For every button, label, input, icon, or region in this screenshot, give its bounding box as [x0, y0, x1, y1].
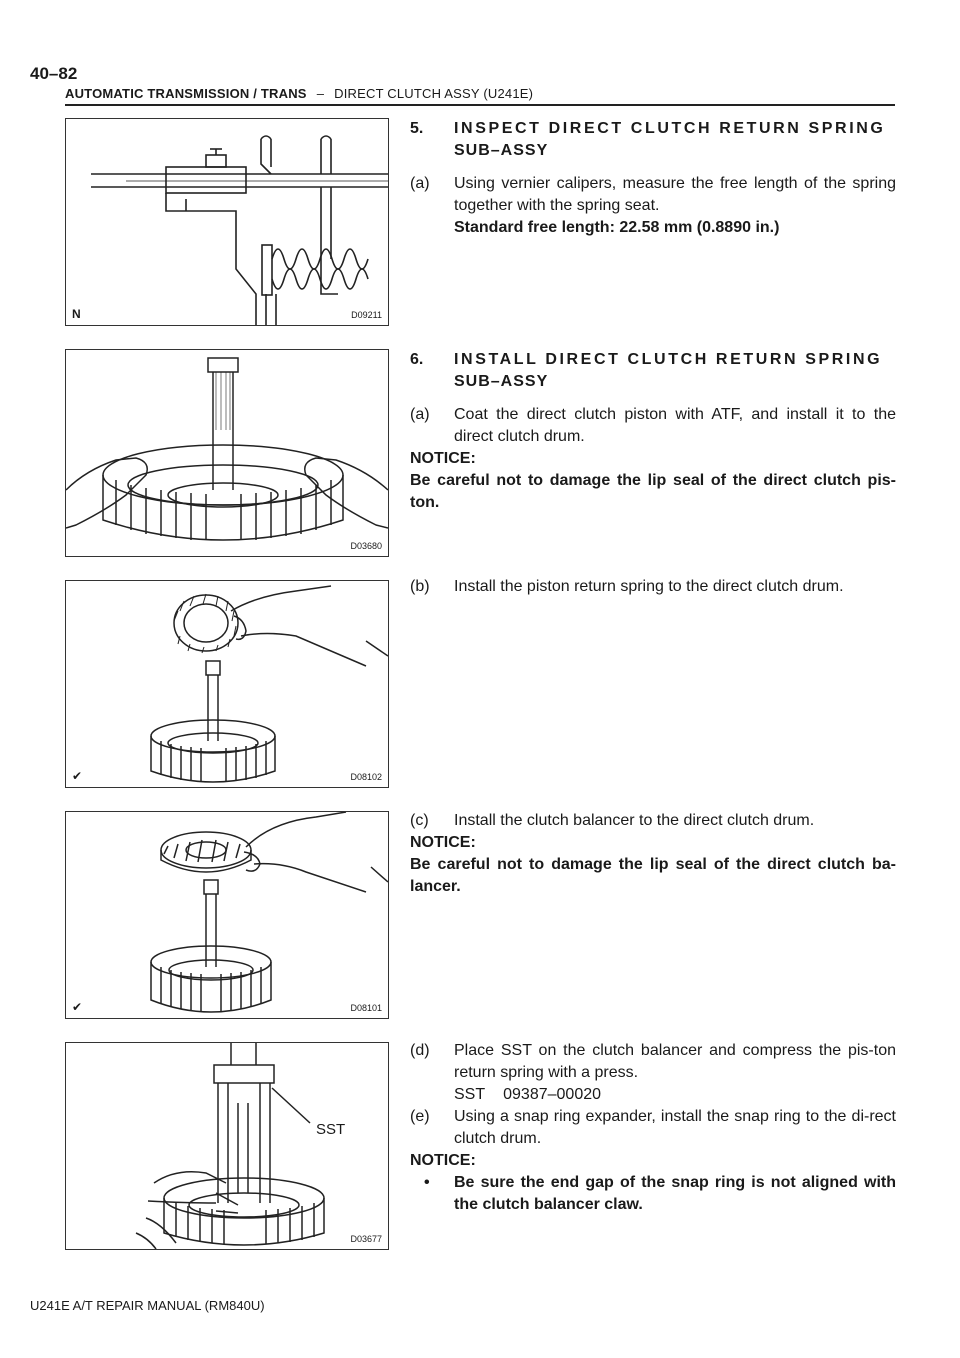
- step5-title: [410, 118, 896, 162]
- step5-item-a: [410, 173, 896, 217]
- figure-mark: N: [72, 307, 81, 321]
- step6-item-d: [410, 1040, 896, 1084]
- footer-manual: U241E A/T REPAIR MANUAL (RM840U): [30, 1298, 265, 1313]
- caliper-illustration: [66, 119, 388, 325]
- figure-mark: ✔: [72, 1000, 83, 1014]
- item-label: (a): [410, 406, 430, 423]
- item-label: (d): [410, 1042, 430, 1059]
- running-header: [65, 86, 895, 101]
- item-label: (a): [410, 175, 430, 192]
- figure-code: D09211: [351, 310, 382, 320]
- figure-code: D08101: [350, 1003, 382, 1013]
- step6-item-c: [410, 810, 896, 832]
- figure-install-piston: [65, 349, 389, 557]
- notice-heading: NOTICE:: [410, 1152, 476, 1169]
- item-text: Coat the direct clutch piston with ATF, and install it to the direct clutch drum.: [454, 406, 896, 445]
- item-label: (b): [410, 578, 430, 595]
- step6-item-d-block: [410, 1040, 896, 1216]
- step6-title-line2: SUB–ASSY: [454, 373, 549, 390]
- step5-number: 5.: [410, 120, 424, 137]
- item-text: Using vernier calipers, measure the free length of the spring together with the spring seat.: [454, 175, 896, 214]
- sst-callout: SST: [316, 1121, 346, 1138]
- figure-code: D03680: [350, 541, 382, 551]
- notice-body: Be careful not to damage the lip seal of the direct clutch ba-lancer.: [410, 856, 896, 895]
- step6-item-a: [410, 404, 896, 448]
- figure-code: D08102: [350, 772, 382, 782]
- piston-illustration: [66, 350, 388, 556]
- header-subsection: DIRECT CLUTCH ASSY (U241E): [334, 86, 534, 101]
- bullet-text: Be sure the end gap of the snap ring is not aligned with the clutch balancer claw.: [454, 1174, 896, 1213]
- notice-heading: NOTICE:: [410, 834, 476, 851]
- item-label: (e): [410, 1108, 430, 1125]
- step6-number: 6.: [410, 351, 424, 368]
- step6-title: [410, 349, 896, 393]
- sst-label: SST: [454, 1086, 486, 1103]
- return-spring-illustration: [66, 581, 388, 787]
- spec-text: Standard free length: 22.58 mm (0.8890 in.): [454, 219, 780, 236]
- notice-body: Be careful not to damage the lip seal of the direct clutch pis-ton.: [410, 472, 896, 511]
- item-label: (c): [410, 812, 429, 829]
- step6-block: [410, 349, 896, 514]
- notice-bullet: [410, 1172, 896, 1216]
- item-text: Install the clutch balancer to the direct clutch drum.: [454, 812, 815, 829]
- figure-install-return-spring: [65, 580, 389, 788]
- figure-sst-press: [65, 1042, 389, 1250]
- figure-install-balancer: [65, 811, 389, 1019]
- step6-item-c-block: [410, 810, 896, 898]
- step6-title-line1: INSTALL DIRECT CLUTCH RETURN SPRING: [454, 351, 883, 368]
- figure-caliper-spring: [65, 118, 389, 326]
- header-rule: [65, 104, 895, 106]
- step5-block: [410, 118, 896, 239]
- header-section: AUTOMATIC TRANSMISSION / TRANS: [65, 86, 307, 101]
- page-number: 40–82: [30, 64, 78, 83]
- sst-number-line: [410, 1084, 896, 1106]
- item-text: Place SST on the clutch balancer and compress the pis-ton return spring with a press.: [454, 1042, 896, 1081]
- figure-code: D03677: [350, 1234, 382, 1244]
- figure-mark: ✔: [72, 769, 83, 783]
- step6-item-b: [410, 576, 896, 598]
- balancer-illustration: [66, 812, 388, 1018]
- step6-item-e: [410, 1106, 896, 1150]
- bullet-icon: •: [424, 1174, 430, 1191]
- sst-number: 09387–00020: [503, 1086, 602, 1103]
- notice-heading: NOTICE:: [410, 450, 476, 467]
- step6-item-b-block: [410, 576, 896, 598]
- item-text: Install the piston return spring to the direct clutch drum.: [454, 578, 844, 595]
- step5-spec: [410, 217, 896, 239]
- step5-title-line1: INSPECT DIRECT CLUTCH RETURN SPRING: [454, 120, 886, 137]
- item-text: Using a snap ring expander, install the snap ring to the di-rect clutch drum.: [454, 1108, 896, 1147]
- sst-press-illustration: [66, 1043, 388, 1249]
- header-separator: –: [316, 86, 325, 101]
- step5-title-line2: SUB–ASSY: [454, 142, 549, 159]
